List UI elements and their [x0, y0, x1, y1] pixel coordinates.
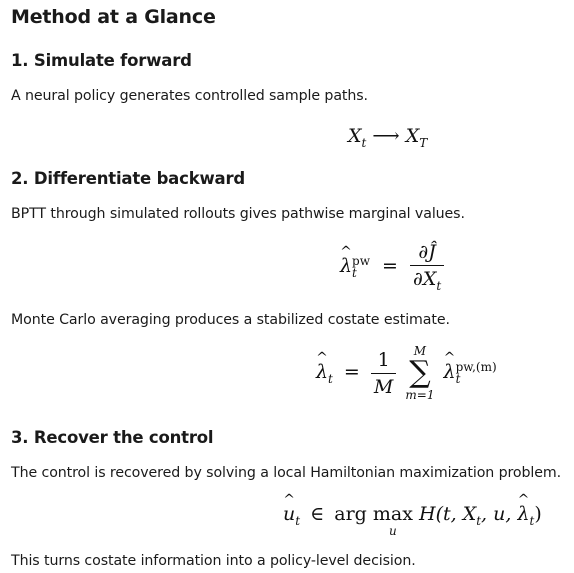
- eq-subscript: t: [529, 513, 535, 528]
- eq-symbol: X: [348, 125, 362, 147]
- eq-in: ∈: [310, 503, 325, 525]
- eq-subscript: t: [295, 513, 301, 528]
- eq-equals: =: [343, 361, 360, 383]
- section-heading-differentiate: 2. Differentiate backward: [11, 169, 245, 188]
- section-text-policy: This turns costate information into a policy-level decision.: [11, 553, 416, 569]
- eq-lambda: ^ λ: [340, 255, 352, 277]
- eq-sigma: ∑: [409, 355, 431, 390]
- eq-arrow: ⟶: [372, 125, 400, 147]
- eq-lambda: ^ λ: [517, 503, 529, 525]
- eq-subscript: t: [436, 278, 442, 293]
- equation-control: [283, 503, 542, 537]
- section-text-recover: The control is recovered by solving a local Hamiltonian maximization problem.: [11, 465, 561, 481]
- eq-args: , u,: [481, 503, 518, 525]
- equation-pathwise-costate: [340, 241, 444, 293]
- eq-sum-lower: m=1: [405, 388, 435, 402]
- eq-denominator: M: [371, 373, 396, 398]
- eq-args: (t, X: [435, 503, 477, 525]
- eq-subscript: t: [361, 135, 367, 150]
- eq-subscript: T: [419, 135, 428, 150]
- section-text-simulate: A neural policy generates controlled sample paths.: [11, 88, 368, 104]
- eq-fraction: [371, 349, 396, 398]
- eq-subscript: t: [352, 265, 357, 280]
- eq-numerator: ∂Ĵ: [418, 241, 436, 263]
- equation-forward: [348, 125, 427, 150]
- eq-fraction: [410, 241, 444, 293]
- page-title: Method at a Glance: [11, 6, 216, 28]
- eq-close: ): [534, 503, 542, 525]
- eq-max-label: max: [372, 503, 413, 525]
- eq-lambda: ^ λ: [316, 361, 328, 383]
- eq-equals: =: [382, 254, 398, 277]
- eq-subscript: t: [476, 513, 482, 528]
- eq-symbol: X: [405, 125, 420, 147]
- section-text-montecarlo: Monte Carlo averaging produces a stabilized costate estimate.: [11, 312, 450, 328]
- eq-superscript: pw: [352, 253, 370, 268]
- eq-u: ^ u: [283, 503, 295, 525]
- eq-sum: [405, 344, 434, 402]
- eq-subscript: t: [455, 372, 461, 386]
- eq-lambda: ^ λ: [444, 361, 456, 383]
- section-heading-simulate: 1. Simulate forward: [11, 51, 192, 70]
- section-heading-recover: 3. Recover the control: [11, 428, 214, 447]
- eq-max: [373, 503, 413, 537]
- eq-sum-upper: M: [413, 344, 427, 358]
- eq-numerator: 1: [377, 348, 390, 371]
- eq-superscript: pw,(m): [455, 360, 497, 374]
- eq-denominator: ∂X: [413, 268, 437, 290]
- section-text-differentiate: BPTT through simulated rollouts gives pathwise marginal values.: [11, 206, 465, 222]
- equation-averaged-costate: [316, 344, 497, 402]
- eq-hamiltonian: H: [418, 503, 436, 525]
- eq-max-sub: u: [389, 524, 397, 538]
- eq-subscript: t: [328, 371, 333, 386]
- eq-arg: arg: [334, 503, 367, 525]
